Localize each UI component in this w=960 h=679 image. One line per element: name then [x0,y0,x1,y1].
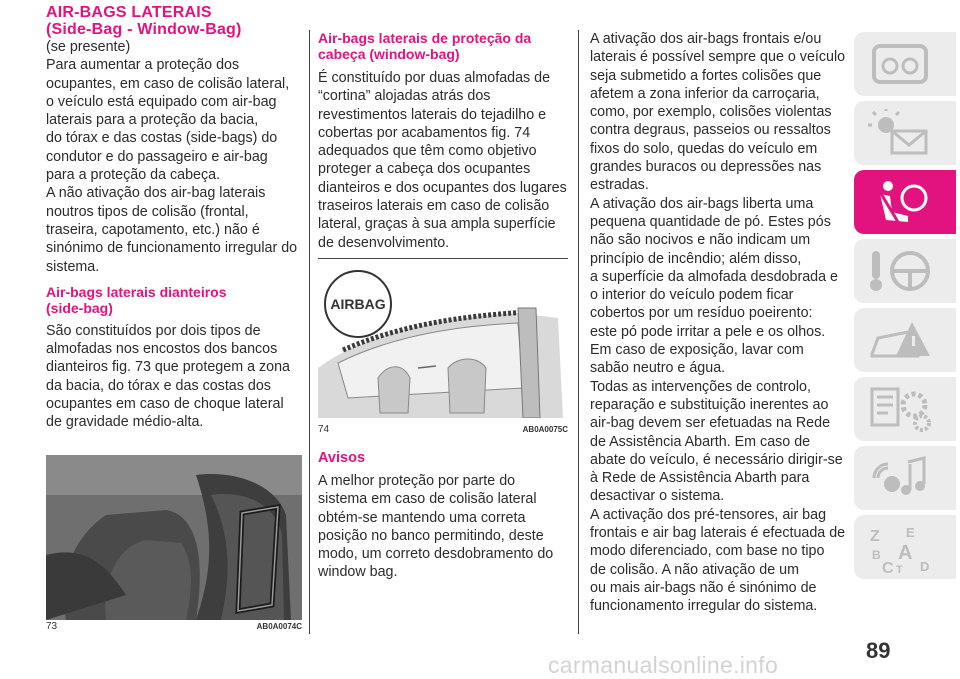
multimedia-music-icon [868,454,938,502]
tab-starting-driving[interactable] [854,239,956,303]
front-side-airbag-paragraph: São constituídos por dois tipos de almofadas nos encostos dos bancos dianteiros fig. 73 que protegem a zona da bacia, do tórax e das costas dos ocupantes em caso de choque lateral de gravidade médio-alta. [46,322,291,431]
figure-73 [46,455,302,633]
window-bag-heading: Air-bags laterais de proteção da cabeça (window-bag) [318,30,532,62]
figure-number: 73 [46,621,58,632]
svg-text:D: D [920,559,930,574]
svg-text:B: B [872,548,881,562]
tab-warning-lights[interactable] [854,101,956,165]
warning-lights-mail-icon [868,109,938,157]
svg-text:T: T [896,564,903,575]
window-bag-paragraph: É constituído por duas almofadas de “cortina” alojadas atrás dos revestimentos laterais do tejadilho e cobertas por acabamentos fig. 74 adequados que têm como objetivo proteger a cabeça dos ocupantes dianteiros e dos ocupantes dos lugares traseiros laterais em caso de colisão lateral, graças à sua ampla superfície de desenvolvimento. [318,70,567,251]
tab-emergency[interactable] [854,308,956,372]
figure-code: AB0A0074C [256,622,302,631]
seat-airbag-icon [868,178,938,226]
page-number: 89 [866,638,891,663]
avisos-paragraph: A melhor proteção por parte do sistema em caso de colisão lateral obtém-se mantendo uma correta posição no banco permitindo, deste modo, um correto desdobramento do window bag. [318,473,554,581]
svg-text:A: A [898,542,913,564]
watermark: carmanualsonline.info [548,652,779,678]
front-side-airbag-heading: Air-bags laterais dianteiros (side-bag) [46,283,227,316]
tab-multimedia[interactable] [854,446,956,510]
tab-maintenance[interactable] [854,377,956,441]
tab-dashboard[interactable] [854,32,956,96]
section-subtitle: (se presente) [46,39,131,55]
airbag-badge: AIRBAG [330,296,386,312]
maintenance-gears-icon [868,385,938,433]
svg-text:C: C [882,560,894,575]
tab-index[interactable] [854,515,956,579]
figure-number: 74 [318,424,330,435]
intro-paragraph: Para aumentar a proteção dos ocupantes, em caso de colisão lateral, o veículo está equipado com air-bag laterais para a proteção da bacia, do tórax e das costas (side-bags) do condutor e do passageiro e air-bag para a proteção da cabeça. A não ativação dos air-bag laterais noutros tipos de colisão (frontal, traseira, capotamento, etc.) não é sinónimo de funcionamento irregular do sistema. [46,57,298,275]
alphabetical-index-icon [868,523,938,575]
window-bag-image [318,268,568,418]
activation-paragraph: A ativação dos air-bags frontais e/ou laterais é possível sempre que o veículo seja submetido a fortes colisões que afetem a zona inferior da carroçaria, como, por exemplo, colisões violentas contra degraus, passeios ou ressaltos fixos do solo, quedas do veículo em grandes buracos ou depressões nas estradas. A ativação dos air-bags liberta uma pequena quantidade de pó. Estes pós não são nocivos e não indicam um princípio de incêndio; além disso, a superfície da almofada desdobrada e o interior do veículo podem ficar cobertos por um resíduo poeirento: este pó pode irritar a pele e os olhos. Em caso de exposição, lavar com sabão neutro e água. Todas as intervenções de controlo, reparação e substituição inerentes ao air-bag devem ser efetuadas na Rede de Assistência Abarth. Em caso de abate do veículo, é necessário dirigir-se à Rede de Assistência Abarth para desactivar o sistema. A activação dos pré-tensores, air bag frontais e air bag laterais é efectuada de modo diferenciado, com base no tipo de colisão. A não ativação de um ou mais air-bags não é sinónimo de funcionamento irregular do sistema. [590,31,846,615]
car-dashboard-icon [868,40,938,88]
svg-text:E: E [906,525,915,540]
figure-74 [318,258,568,438]
avisos-heading: Avisos [318,450,366,466]
svg-text:Z: Z [870,528,880,545]
car-breakdown-icon [868,316,938,364]
section-title: AIR-BAGS LATERAIS (Side-Bag - Window-Bag) [46,4,242,38]
column-divider [309,30,310,634]
tab-safety[interactable] [854,170,956,234]
key-steering-wheel-icon [868,247,938,295]
seat-side-airbag-image [46,455,302,620]
column-divider [578,30,579,634]
figure-code: AB0A0075C [522,425,568,434]
